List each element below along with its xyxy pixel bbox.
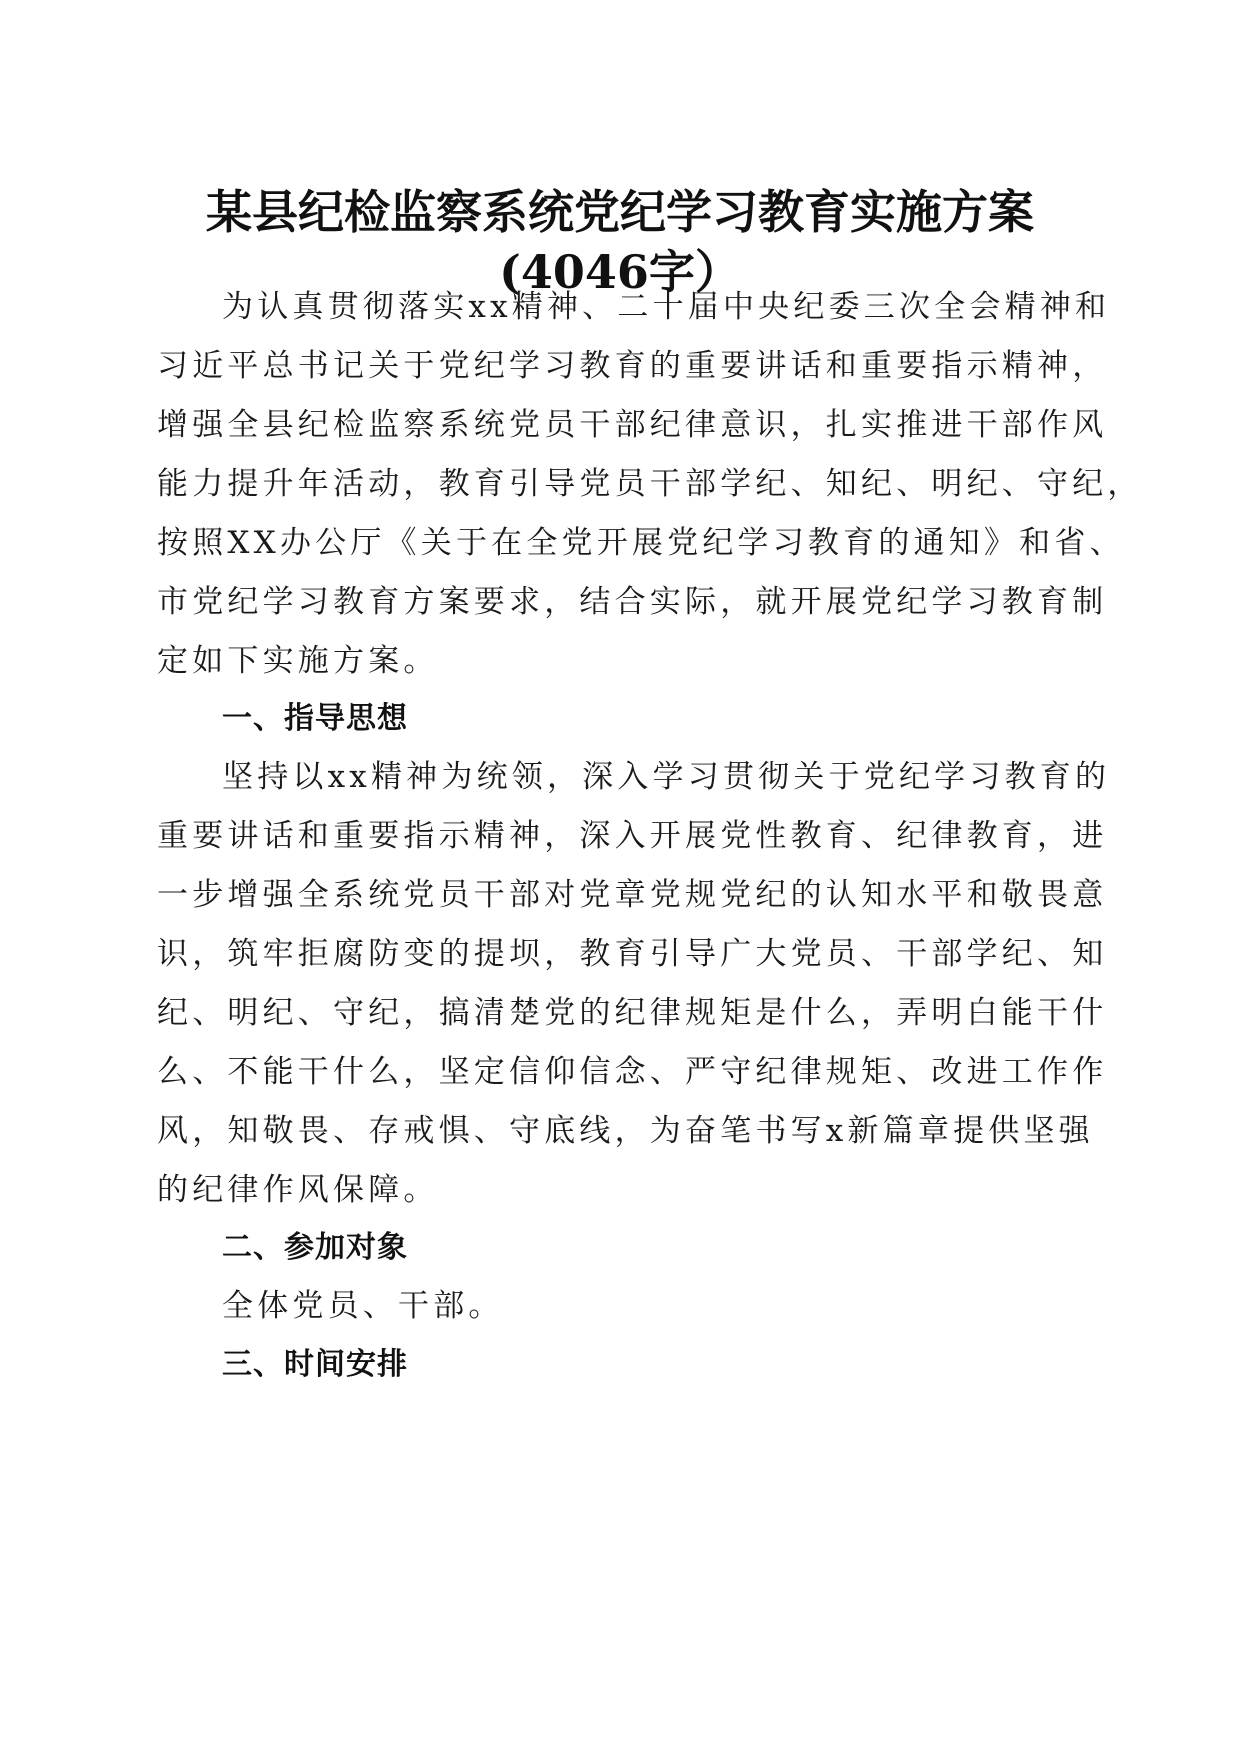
intro-line-2: 习近平总书记关于党纪学习教育的重要讲话和重要指示精神， bbox=[157, 348, 1108, 384]
intro-line-4: 能力提升年活动，教育引导党员干部学纪、知纪、明纪、守纪， bbox=[157, 466, 1143, 502]
section1-line-8: 的纪律作风保障。 bbox=[157, 1172, 439, 1208]
section-heading-participants: 二、参加对象 bbox=[222, 1230, 408, 1265]
intro-line-7: 定如下实施方案。 bbox=[157, 643, 439, 679]
document-title: 某县纪检监察系统党纪学习教育实施方案 bbox=[206, 185, 1034, 239]
section1-line-6: 么、不能干什么，坚定信仰信念、严守纪律规矩、改进工作作 bbox=[157, 1054, 1108, 1090]
section1-line-2: 重要讲话和重要指示精神，深入开展党性教育、纪律教育，进 bbox=[157, 818, 1108, 854]
intro-line-3: 增强全县纪检监察系统党员干部纪律意识，扎实推进干部作风 bbox=[157, 407, 1108, 443]
section1-line-7: 风，知敬畏、存戒惧、守底线，为奋笔书写x新篇章提供坚强 bbox=[157, 1113, 1094, 1149]
document-word-count: (4046字） bbox=[499, 245, 741, 299]
section-heading-guiding-thought: 一、指导思想 bbox=[222, 701, 408, 736]
section1-line-5: 纪、明纪、守纪，搞清楚党的纪律规矩是什么，弄明白能干什 bbox=[157, 995, 1108, 1031]
section1-line-4: 识，筑牢拒腐防变的提坝，教育引导广大党员、干部学纪、知 bbox=[157, 936, 1108, 972]
section1-line-3: 一步增强全系统党员干部对党章党规党纪的认知水平和敬畏意 bbox=[157, 877, 1108, 913]
section1-line-1: 坚持以xx精神为统领，深入学习贯彻关于党纪学习教育的 bbox=[222, 759, 1111, 795]
intro-line-5: 按照XX办公厅《关于在全党开展党纪学习教育的通知》和省、 bbox=[157, 525, 1125, 561]
section-heading-schedule: 三、时间安排 bbox=[222, 1347, 408, 1382]
intro-line-6: 市党纪学习教育方案要求，结合实际，就开展党纪学习教育制 bbox=[157, 584, 1108, 620]
section2-line-1: 全体党员、干部。 bbox=[222, 1288, 504, 1324]
intro-line-1: 为认真贯彻落实xx精神、二十届中央纪委三次全会精神和 bbox=[222, 289, 1111, 325]
